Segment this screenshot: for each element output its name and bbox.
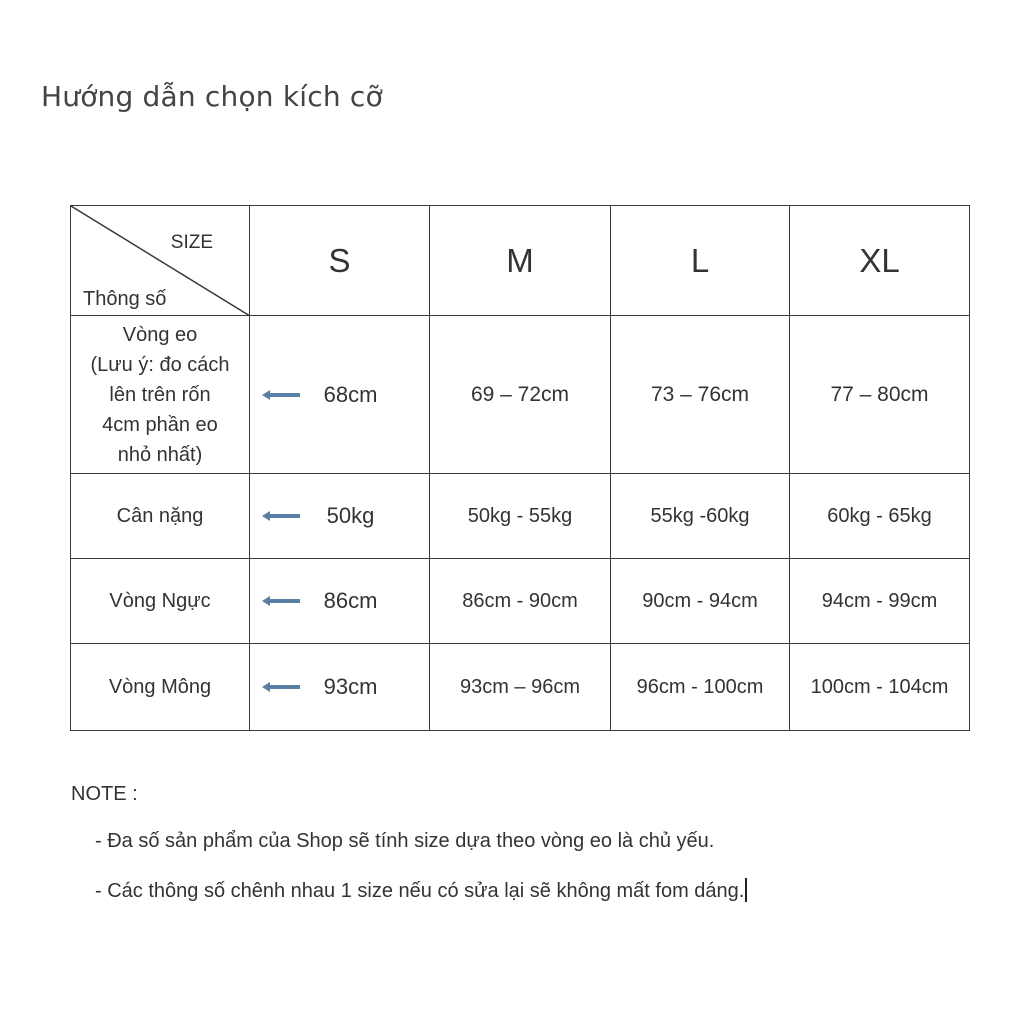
table-row bbox=[71, 644, 970, 731]
value-text: 86cm bbox=[323, 588, 378, 613]
param-line: 4cm phần eo bbox=[102, 413, 218, 436]
left-arrow-icon bbox=[262, 682, 302, 692]
param-cell-weight: Cân nặng bbox=[71, 474, 250, 559]
left-arrow-icon bbox=[262, 511, 302, 521]
size-chart-table bbox=[70, 205, 970, 731]
param-line: lên trên rốn bbox=[109, 383, 211, 406]
value-cell-l: 55kg -60kg bbox=[611, 474, 790, 559]
value-cell-m: 50kg - 55kg bbox=[430, 474, 611, 559]
note-heading: NOTE : bbox=[71, 783, 138, 805]
left-arrow-icon bbox=[262, 596, 302, 606]
value-cell-s bbox=[250, 644, 430, 731]
note-item bbox=[95, 878, 747, 903]
value-cell-m: 69 – 72cm bbox=[430, 316, 611, 474]
table-row bbox=[71, 316, 970, 474]
value-text: 50kg bbox=[326, 503, 375, 528]
param-cell-hip: Vòng Mông bbox=[71, 644, 250, 731]
value-cell-l: 90cm - 94cm bbox=[611, 559, 790, 644]
value-cell-m: 86cm - 90cm bbox=[430, 559, 611, 644]
value-cell-xl: 60kg - 65kg bbox=[790, 474, 970, 559]
value-cell-l: 96cm - 100cm bbox=[611, 644, 790, 731]
table-row bbox=[71, 474, 970, 559]
size-header-m: M bbox=[430, 206, 611, 316]
value-cell-l: 73 – 76cm bbox=[611, 316, 790, 474]
text-cursor bbox=[745, 878, 747, 902]
value-cell-xl: 94cm - 99cm bbox=[790, 559, 970, 644]
note-item-text: - Các thông số chênh nhau 1 size nếu có sửa lại sẽ không mất fom dáng. bbox=[95, 880, 745, 902]
value-text: 93cm bbox=[323, 674, 378, 699]
table-row bbox=[71, 559, 970, 644]
size-header-s: S bbox=[250, 206, 430, 316]
value-text: 68cm bbox=[323, 381, 378, 407]
param-cell-waist bbox=[71, 316, 250, 474]
value-cell-m: 93cm – 96cm bbox=[430, 644, 611, 731]
left-arrow-icon bbox=[262, 390, 302, 400]
value-cell-s bbox=[250, 559, 430, 644]
param-line: nhỏ nhất) bbox=[117, 443, 203, 466]
param-line: Vòng eo bbox=[122, 323, 198, 346]
param-line: (Lưu ý: đo cách bbox=[90, 353, 230, 376]
page-title: Hướng dẫn chọn kích cỡ bbox=[41, 80, 383, 113]
table-header-row bbox=[71, 206, 970, 316]
size-header-l: L bbox=[611, 206, 790, 316]
corner-header-cell bbox=[71, 206, 250, 316]
param-axis-label: Thông số bbox=[83, 288, 167, 310]
size-header-xl: XL bbox=[790, 206, 970, 316]
value-cell-s bbox=[250, 474, 430, 559]
size-axis-label: SIZE bbox=[170, 232, 213, 253]
note-item: - Đa số sản phẩm của Shop sẽ tính size dựa theo vòng eo là chủ yếu. bbox=[95, 830, 715, 852]
value-cell-xl: 100cm - 104cm bbox=[790, 644, 970, 731]
param-cell-chest: Vòng Ngực bbox=[71, 559, 250, 644]
value-cell-xl: 77 – 80cm bbox=[790, 316, 970, 474]
value-cell-s bbox=[250, 316, 430, 474]
